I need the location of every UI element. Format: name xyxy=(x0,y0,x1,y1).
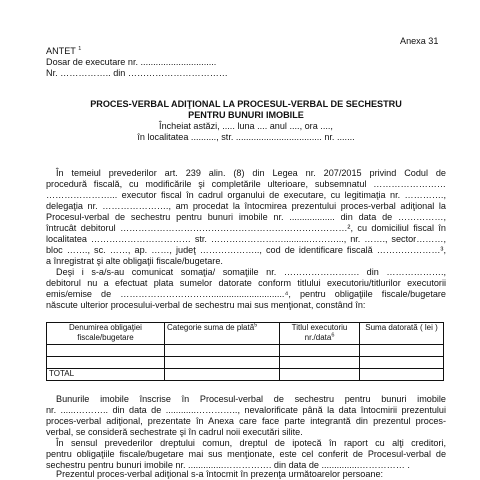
paragraph-line: În sensul prevederilor dreptului comun, dreptul de ipotecă în raport cu alţi creditori, xyxy=(56,438,446,448)
paragraph-line: procedură fiscală, cu modificările şi completările ulterioare, subsemnatul …………………… xyxy=(46,179,446,189)
table-cell[interactable] xyxy=(360,357,444,369)
footnote-ref: 6 xyxy=(331,331,335,338)
location-line: în localitatea .........., str. .................................. nr. ....... xyxy=(137,132,355,142)
registration-number: Nr. …………….. din …………………………… xyxy=(46,68,228,78)
paragraph-line: nr. ......……….. din data de ............………….., nevalorificate până la data întocmirii prezentului xyxy=(46,405,446,415)
obligations-table xyxy=(46,322,444,381)
table-cell[interactable] xyxy=(165,369,280,381)
column-header: Titlul executoriu nr./data$^6$ xyxy=(280,323,360,345)
table-row xyxy=(47,345,444,357)
paragraph-line: sechestru pentru bunuri imobile nr. ..............……………. din data de ...............…………… . xyxy=(46,460,410,470)
table-cell[interactable] xyxy=(165,357,280,369)
paragraph-line: Prezentul proces-verbal adiţional s-a întocmit în prezenţa următoarelor persoane: xyxy=(56,469,384,479)
paragraph-line: emis/emise de ………………………….............................⁴, pentru obligaţiile fiscale/bugetare xyxy=(46,289,446,299)
total-label: TOTAL xyxy=(47,369,165,381)
table-cell[interactable] xyxy=(280,345,360,357)
case-file-number: Dosar de executare nr. .............................. xyxy=(46,57,217,67)
table-cell[interactable] xyxy=(47,357,165,369)
table-cell[interactable] xyxy=(165,345,280,357)
column-header: Denumirea obligaţiei fiscale/bugetare xyxy=(47,323,165,345)
letterhead-text: ANTET xyxy=(46,46,76,56)
paragraph-line: În temeiul prevederilor art. 239 alin. (8) din Legea nr. 207/2015 privind Codul de xyxy=(56,168,446,178)
paragraph-line: proces-verbal adiţional, prezentate în Anexa care face parte integrantă din prezentul proces- xyxy=(46,416,446,426)
paragraph-line: bloc ……., sc. ……, ap. ……, judeţ ……………….., cod de identificare fiscală …………………³, xyxy=(46,245,446,255)
paragraph-line: verbal, se consideră sechestrate şi în cadrul noii executări silite. xyxy=(46,427,303,437)
table-total-row xyxy=(47,369,444,381)
column-header: Suma datorată ( lei ) xyxy=(360,323,444,345)
table-cell[interactable] xyxy=(280,369,360,381)
footnote-ref: 5 xyxy=(254,322,258,329)
date-line: Încheiat astăzi, ..... luna .... anul ...., ora ...., xyxy=(159,121,333,131)
table-cell[interactable] xyxy=(47,345,165,357)
document-title: PROCES-VERBAL ADIŢIONAL LA PROCESUL-VERBAL DE SECHESTRU xyxy=(90,99,402,109)
footnote-ref: 1 xyxy=(78,45,82,52)
document-subtitle: PENTRU BUNURI IMOBILE xyxy=(188,110,304,120)
paragraph-line: delegaţia nr. …………………., am procedat la întocmirea prezentului proces-verbal adiţional la xyxy=(46,201,446,211)
paragraph-line: Deşi i s-a/s-au comunicat somaţia/ somaţiile nr. ……………………. din ………………., xyxy=(56,267,446,277)
paragraph-line: a înregistrat şi alte obligaţii fiscale/bugetare. xyxy=(46,256,223,266)
paragraph-line: Procesul-verbal de sechestru pentru bunuri imobile nr. .................. din data de ……………, xyxy=(46,212,446,222)
table-row xyxy=(47,357,444,369)
table-header-row xyxy=(47,323,444,345)
annex-label: Anexa 31 xyxy=(400,36,439,46)
paragraph-line: pentru obligaţiile fiscale/bugetare mai sus menţionate, este cel conferit de Procesul-verbal de xyxy=(46,449,446,459)
paragraph-line: debitorul nu a efectuat plata sumelor datorate conform titlului executoriu/titlurilor executorii xyxy=(46,278,446,288)
paragraph-line: născute ulterior procesului-verbal de sechestru mai sus menţionat, constând în: xyxy=(46,300,366,310)
letterhead-label xyxy=(46,46,81,57)
table-cell[interactable] xyxy=(280,357,360,369)
column-header: Categorie suma de plată$^5$ xyxy=(165,323,280,345)
table-cell[interactable] xyxy=(360,369,444,381)
paragraph-line: localitatea …………………………… str. ……………………..........………..., nr. ……., sector………, xyxy=(46,234,446,244)
paragraph-line: Bunurile imobile înscrise în Procesul-verbal de sechestru pentru bunuri imobile xyxy=(56,394,446,404)
table-cell[interactable] xyxy=(360,345,444,357)
paragraph-line: întrucât debitorul …………………………………………………………………², cu domiciliul fiscal în xyxy=(46,223,446,233)
paragraph-line: …………………... executor fiscal în cadrul organului de executare, cu legitimaţia nr. …………., xyxy=(46,190,446,200)
